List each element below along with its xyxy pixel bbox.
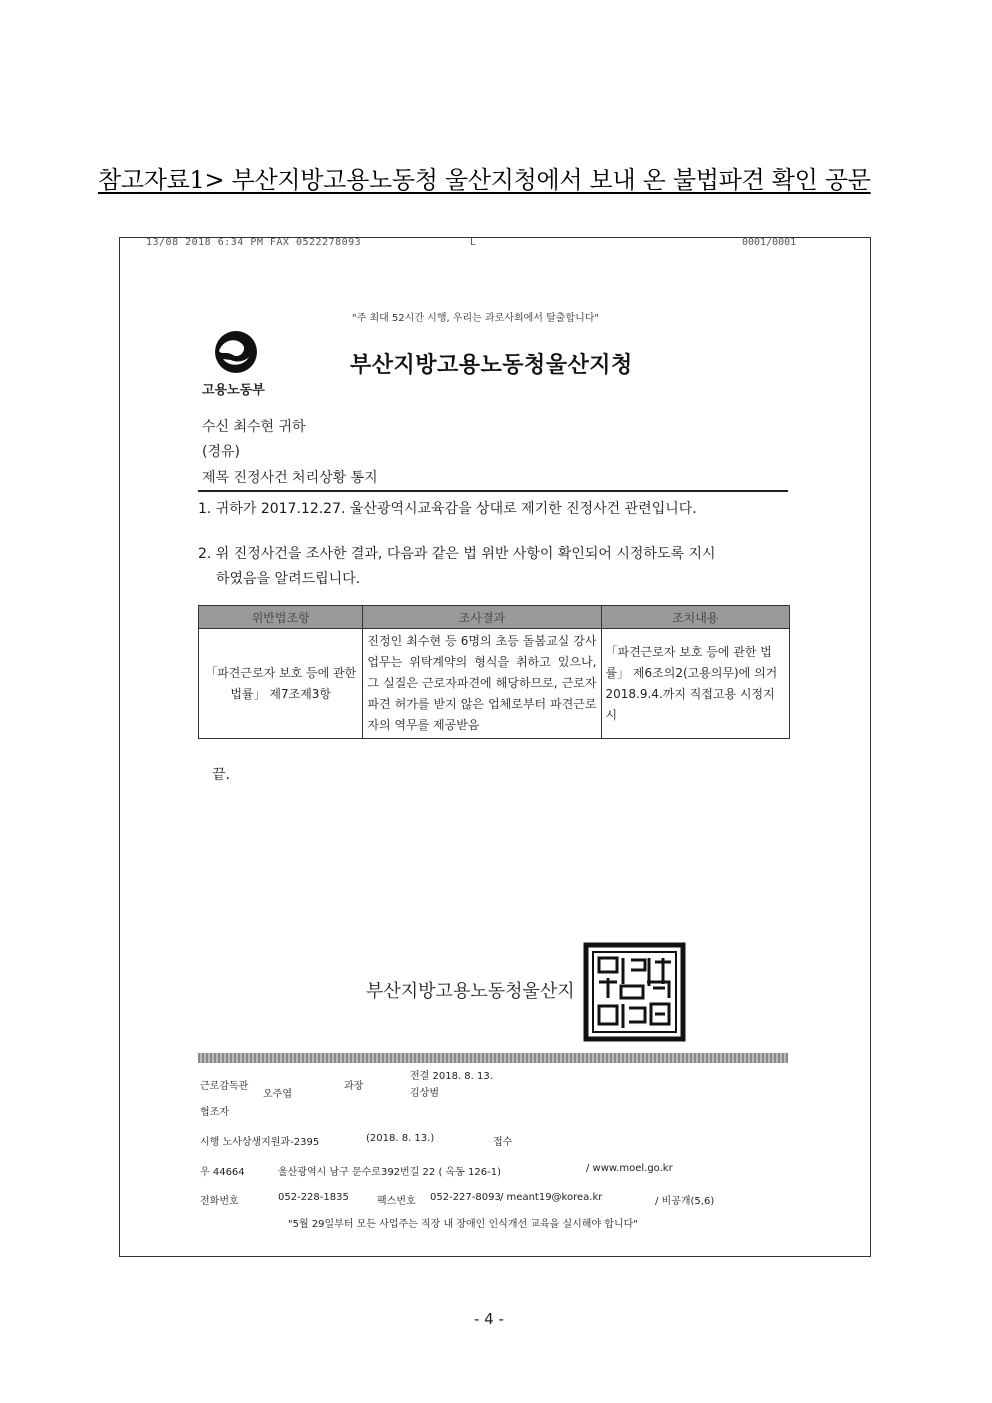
subject-divider [198, 490, 788, 492]
fax-number: 052-227-8093 [430, 1192, 501, 1203]
fax-label: 팩스번호 [377, 1196, 416, 1207]
website: / www.moel.go.kr [586, 1163, 673, 1174]
inspector-name: 오주엽 [263, 1089, 292, 1100]
table-row [199, 629, 790, 739]
page-heading: 참고자료1> 부산지방고용노동청 울산지청에서 보내 온 불법파견 확인 공문 [98, 166, 871, 194]
inspector-label: 근로감독관 [200, 1081, 249, 1092]
cooperator-label: 협조자 [200, 1107, 229, 1118]
table-cell-finding: 진정인 최수현 등 6명의 초등 돌봄교실 강사 업무는 위탁계약의 형식을 취하고 있으나, 그 실질은 근로자파견에 해당하므로, 근로자파견 허가를 받지 않은 업체로부터 파견근로자의 역무를 제공받음 [363, 629, 601, 739]
ministry-logo-icon [213, 329, 259, 375]
violation-table [198, 605, 790, 739]
approval-date: 전결 2018. 8. 13. [410, 1071, 493, 1082]
fax-header-right: 0001/0001 [742, 237, 797, 248]
subject-line: 제목 진정사건 처리상황 통지 [202, 470, 378, 486]
bottom-slogan: "5월 29일부터 모든 사업주는 직장 내 장애인 인식개선 교육을 실시해야 합니다" [288, 1219, 638, 1230]
receipt-label: 접수 [493, 1137, 513, 1148]
fax-header-middle: L [470, 237, 477, 248]
end-mark: 끝. [212, 767, 230, 783]
ministry-name: 고용노동부 [202, 383, 265, 398]
tel-number: 052-228-1835 [278, 1192, 349, 1203]
table-cell-action: 「파견근로자 보호 등에 관한 법률」 제6조의2(고용의무)에 의거 2018.9.4.까지 직접고용 시정지시 [601, 629, 790, 739]
postcode: 우 44664 [200, 1167, 245, 1178]
fax-header-left: 13/08 2018 6:34 PM FAX 0522278093 [146, 237, 362, 248]
enforcement-date: (2018. 8. 13.) [366, 1133, 435, 1144]
table-header-action: 조치내용 [601, 606, 790, 629]
letter-slogan: "주 최대 52시간 시행, 우리는 과로사회에서 탈출합니다" [352, 313, 600, 324]
email-address: / meant19@korea.kr [500, 1192, 603, 1203]
paragraph-2-line-1: 2. 위 진정사건을 조사한 결과, 다음과 같은 법 위반 사항이 확인되어 시정하도록 지시 [198, 546, 716, 562]
official-seal-icon [583, 942, 686, 1042]
enforcement-number: 시행 노사상생지원과-2395 [200, 1137, 320, 1148]
page-number: - 4 - [474, 1310, 504, 1328]
manager-name: 김상범 [410, 1088, 439, 1099]
office-address: 울산광역시 남구 문수로392번길 22 ( 옥동 126-1) [278, 1167, 501, 1178]
tel-label: 전화번호 [200, 1196, 239, 1207]
table-header-finding: 조사결과 [363, 606, 601, 629]
manager-label: 과장 [344, 1081, 364, 1092]
footer-divider [198, 1053, 788, 1063]
table-header-violation: 위반법조항 [199, 606, 363, 629]
via-line: (경유) [202, 444, 240, 460]
recipient-line: 수신 최수현 귀하 [202, 419, 306, 435]
disclosure-status: / 비공개(5,6) [655, 1196, 715, 1207]
issuer-name: 부산지방고용노동청울산지 [366, 981, 575, 1002]
paragraph-1: 1. 귀하가 2017.12.27. 울산광역시교육감을 상대로 제기한 진정사건 관련입니다. [198, 501, 697, 517]
scanned-letter [119, 237, 871, 1257]
paragraph-2-line-2: 하였음을 알려드립니다. [216, 571, 361, 587]
table-cell-violation: 「파견근로자 보호 등에 관한 법률」 제7조제3항 [199, 629, 363, 739]
office-title: 부산지방고용노동청울산지청 [350, 353, 633, 378]
